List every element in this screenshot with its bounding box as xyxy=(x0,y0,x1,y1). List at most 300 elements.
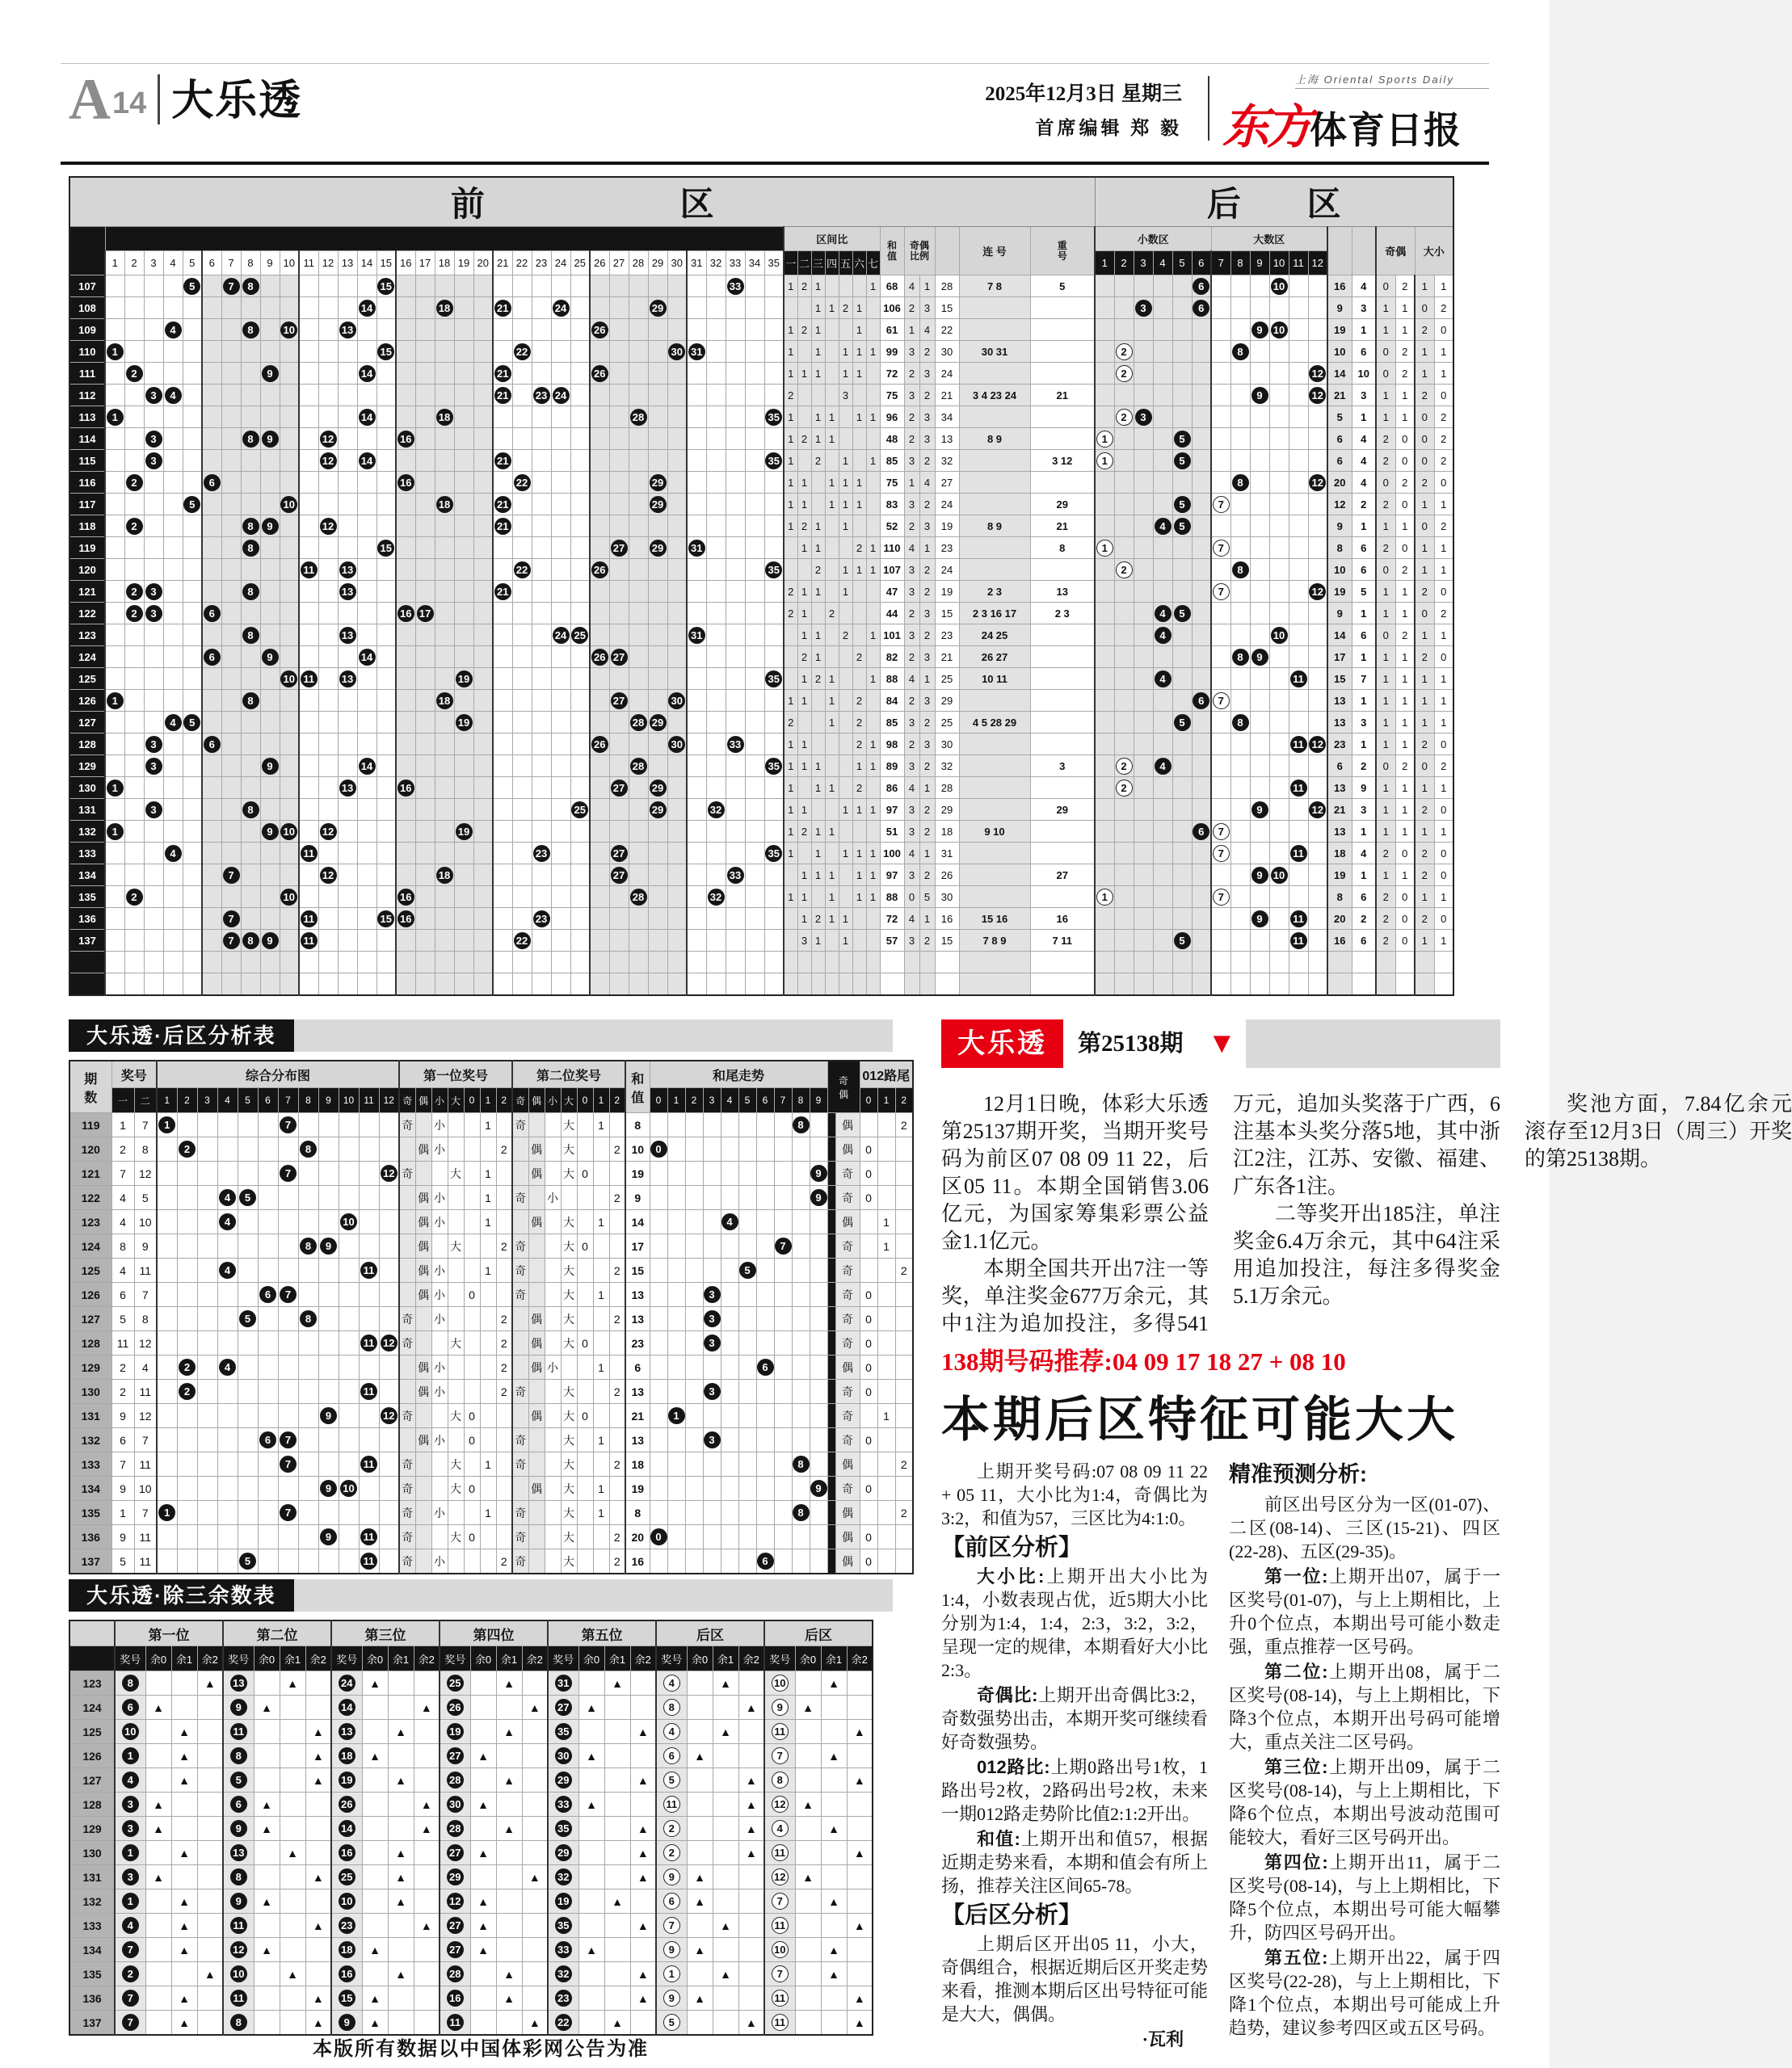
grid-cell xyxy=(221,341,241,363)
grid-cell xyxy=(338,472,357,494)
grid-cell: 1 xyxy=(1415,494,1434,515)
grid-cell: 133 xyxy=(69,1452,111,1477)
grid-cell: 奇 xyxy=(512,1525,528,1549)
grid-cell xyxy=(1434,973,1453,996)
grid-cell: 1 xyxy=(784,494,797,515)
grid-cell xyxy=(609,864,629,886)
grid-cell: 1 xyxy=(852,406,866,428)
grid-cell xyxy=(431,1452,448,1477)
grid-cell: 余1 xyxy=(604,1646,630,1671)
grid-cell xyxy=(774,1137,792,1162)
grid-cell: 1 xyxy=(877,1234,895,1259)
grid-cell xyxy=(183,559,202,581)
grid-cell xyxy=(280,603,299,624)
grid-cell xyxy=(318,1525,339,1549)
number-ball: 8 xyxy=(242,583,259,600)
grid-cell xyxy=(590,777,609,799)
grid-cell xyxy=(745,472,764,494)
grid-cell xyxy=(496,1113,512,1137)
grid-cell xyxy=(852,668,866,690)
grid-cell xyxy=(667,1307,685,1331)
grid-cell xyxy=(388,1817,414,1841)
grid-cell xyxy=(238,1549,258,1574)
grid-cell xyxy=(1192,515,1211,537)
grid-cell xyxy=(667,624,687,646)
grid-cell xyxy=(202,603,221,624)
grid-cell xyxy=(792,1356,810,1380)
grid-cell xyxy=(440,1696,470,1720)
grid-cell xyxy=(202,581,221,603)
grid-cell xyxy=(726,275,745,297)
grid-cell: 0 xyxy=(1434,646,1453,668)
grid-cell xyxy=(904,952,919,973)
grid-cell xyxy=(454,385,473,406)
grid-cell xyxy=(1308,755,1327,777)
number-ball: 21 xyxy=(494,452,511,469)
grid-cell: 2 xyxy=(1376,908,1395,930)
grid-cell: 偶 xyxy=(528,1307,545,1331)
grid-cell: 1 xyxy=(1352,319,1376,341)
grid-cell xyxy=(338,799,357,821)
grid-cell xyxy=(895,1234,913,1259)
grid-cell xyxy=(630,1671,656,1696)
number-ball: 6 xyxy=(757,1553,774,1570)
grid-cell xyxy=(157,1380,177,1404)
grid-cell xyxy=(1308,472,1327,494)
number-ball: 1 xyxy=(663,1965,680,1982)
number-ball: 11 xyxy=(1290,932,1307,949)
number-ball: 28 xyxy=(447,1772,464,1788)
grid-cell: 5 xyxy=(1327,406,1352,428)
grid-cell xyxy=(548,1962,578,1986)
grid-cell xyxy=(764,690,784,712)
grid-cell xyxy=(221,515,241,537)
grid-cell xyxy=(1095,908,1114,930)
number-recommendation: 138期号码推荐:04 09 17 18 27 + 08 10 xyxy=(941,1347,1346,1376)
grid-cell xyxy=(667,297,687,319)
paragraph-text: 上期开出22，属于四区奖号(22-28)，与上上期相比，下降1个位点，本期出号可能成上升趋势，建议参考四区或五区号码。 xyxy=(1229,1948,1500,2038)
number-ball: 8 xyxy=(242,278,259,295)
grid-cell xyxy=(496,1428,512,1452)
grid-cell xyxy=(440,1865,470,1889)
grid-cell xyxy=(435,472,454,494)
grid-cell: 0 xyxy=(1395,843,1415,864)
grid-cell xyxy=(473,712,493,733)
grid-cell xyxy=(648,450,667,472)
number-ball: 7 xyxy=(775,1238,792,1255)
grid-cell: 1 xyxy=(1434,537,1453,559)
number-ball: 35 xyxy=(765,758,782,775)
number-ball: 11 xyxy=(301,845,318,862)
grid-cell xyxy=(202,886,221,908)
grid-cell: 1 xyxy=(825,668,839,690)
number-ball: 9 xyxy=(663,1990,680,2007)
grid-cell xyxy=(756,1549,774,1574)
grid-cell xyxy=(221,755,241,777)
number-ball: 11 xyxy=(230,1990,247,2007)
grid-cell xyxy=(1192,952,1211,973)
grid-cell: 23 xyxy=(1327,733,1352,755)
grid-cell xyxy=(532,275,551,297)
grid-cell xyxy=(687,1817,713,1841)
grid-cell xyxy=(115,1962,145,1986)
grid-cell xyxy=(578,1962,604,1986)
issue-number: 第25138期 xyxy=(1063,1019,1198,1068)
grid-cell: 3 xyxy=(904,712,919,733)
grid-cell xyxy=(745,668,764,690)
grid-cell xyxy=(764,1938,795,1962)
grid-cell xyxy=(183,537,202,559)
grid-cell xyxy=(895,1477,913,1501)
grid-cell xyxy=(738,1404,756,1428)
grid-cell xyxy=(528,1452,545,1477)
grid-cell: 1 xyxy=(784,886,797,908)
grid-cell: 第二位 xyxy=(223,1620,331,1646)
number-ball: 31 xyxy=(688,540,705,557)
grid-cell xyxy=(440,1744,470,1768)
grid-cell xyxy=(1289,319,1308,341)
grid-cell xyxy=(260,799,280,821)
grid-cell xyxy=(764,581,784,603)
grid-cell: 0 xyxy=(860,1162,877,1186)
grid-cell xyxy=(877,1113,895,1137)
grid-cell: 余0 xyxy=(362,1646,388,1671)
grid-cell xyxy=(895,1380,913,1404)
grid-cell: 35 xyxy=(764,251,784,275)
grid-cell: 1 xyxy=(866,537,880,559)
grid-cell xyxy=(852,385,866,406)
grid-cell xyxy=(318,1380,339,1404)
grid-cell xyxy=(183,908,202,930)
grid-cell xyxy=(1030,821,1095,843)
grid-cell: 奇 xyxy=(835,1234,860,1259)
grid-cell xyxy=(1134,275,1153,297)
grid-cell xyxy=(604,1768,630,1793)
grid-cell xyxy=(145,1889,171,1914)
grid-cell: 1 xyxy=(1415,777,1434,799)
grid-cell: 15 xyxy=(376,251,396,275)
grid-cell xyxy=(339,1380,359,1404)
number-ball: 9 xyxy=(1251,801,1268,818)
grid-cell xyxy=(357,603,376,624)
paragraph-lead: 第四位: xyxy=(1264,1852,1328,1873)
grid-cell xyxy=(105,755,124,777)
grid-cell xyxy=(260,952,280,973)
grid-cell xyxy=(414,1865,440,1889)
grid-cell xyxy=(1230,428,1250,450)
grid-cell: 137 xyxy=(69,2011,115,2036)
grid-cell xyxy=(359,1259,379,1283)
grid-cell: 1 xyxy=(866,406,880,428)
grid-cell xyxy=(866,297,880,319)
grid-cell: 5 xyxy=(1172,251,1192,275)
grid-cell xyxy=(764,385,784,406)
grid-cell xyxy=(177,1210,197,1234)
grid-cell: 1 xyxy=(1376,777,1395,799)
grid-cell xyxy=(721,1186,738,1210)
grid-cell xyxy=(115,1720,145,1744)
grid-cell xyxy=(590,515,609,537)
grid-cell xyxy=(548,1793,578,1817)
grid-cell xyxy=(1095,733,1114,755)
grid-cell xyxy=(721,1501,738,1525)
grid-cell: ▲ xyxy=(280,1671,305,1696)
grid-cell xyxy=(532,733,551,755)
grid-cell xyxy=(448,1259,464,1283)
grid-cell xyxy=(299,668,318,690)
grid-cell xyxy=(532,777,551,799)
grid-cell: 1 xyxy=(480,1088,496,1113)
grid-cell xyxy=(852,952,866,973)
grid-cell: 1 xyxy=(1352,406,1376,428)
number-ball: 8 xyxy=(242,322,259,338)
grid-cell xyxy=(512,952,532,973)
grid-cell xyxy=(415,341,435,363)
grid-cell xyxy=(157,1525,177,1549)
grid-cell xyxy=(278,1307,298,1331)
grid-cell: 小 xyxy=(545,1088,561,1113)
grid-cell xyxy=(656,1671,687,1696)
grid-cell: 0 xyxy=(464,1525,480,1549)
grid-cell xyxy=(415,472,435,494)
grid-cell xyxy=(821,1865,847,1889)
grid-cell xyxy=(687,603,706,624)
grid-cell: 26 27 xyxy=(959,646,1030,668)
grid-cell: 2 xyxy=(797,646,811,668)
number-ball: 8 xyxy=(1232,474,1249,491)
grid-cell xyxy=(745,559,764,581)
grid-cell xyxy=(1153,450,1172,472)
grid-cell: 四 xyxy=(825,251,839,275)
grid-cell xyxy=(396,515,415,537)
grid-cell xyxy=(1308,494,1327,515)
grid-cell xyxy=(258,1452,278,1477)
grid-cell: 119 xyxy=(69,1113,111,1137)
grid-cell xyxy=(493,690,512,712)
grid-cell xyxy=(177,1259,197,1283)
grid-cell xyxy=(1095,472,1114,494)
grid-cell xyxy=(217,1428,238,1452)
grid-cell: 34 xyxy=(935,406,959,428)
grid-cell xyxy=(399,1234,415,1259)
grid-cell xyxy=(414,2011,440,2036)
grid-cell xyxy=(745,799,764,821)
grid-cell: 1 xyxy=(784,472,797,494)
number-ball: 33 xyxy=(555,1796,572,1813)
grid-cell xyxy=(221,450,241,472)
grid-cell xyxy=(630,1889,656,1914)
grid-cell: 130 xyxy=(69,777,105,799)
grid-cell xyxy=(1172,973,1192,996)
grid-cell: ▲ xyxy=(470,1889,496,1914)
grid-cell xyxy=(745,385,764,406)
grid-cell: ▲ xyxy=(470,1744,496,1768)
grid-cell xyxy=(124,581,144,603)
grid-cell xyxy=(299,603,318,624)
number-ball: 15 xyxy=(339,1990,355,2007)
grid-cell xyxy=(866,385,880,406)
grid-cell xyxy=(811,973,825,996)
grid-cell xyxy=(318,1307,339,1331)
grid-cell: 0 xyxy=(1415,755,1434,777)
grid-cell: 0 xyxy=(1395,428,1415,450)
grid-cell xyxy=(548,1914,578,1938)
grid-cell: 2 xyxy=(811,668,825,690)
grid-cell xyxy=(726,297,745,319)
grid-cell xyxy=(545,1307,561,1331)
grid-cell xyxy=(440,1938,470,1962)
grid-cell xyxy=(115,1671,145,1696)
grid-cell: 4 xyxy=(111,1210,134,1234)
grid-cell xyxy=(1095,494,1114,515)
grid-cell xyxy=(331,1768,362,1793)
grid-cell xyxy=(667,1525,685,1549)
grid-cell xyxy=(667,733,687,755)
grid-cell xyxy=(280,690,299,712)
paragraph-lead: 第二位: xyxy=(1264,1662,1328,1682)
grid-cell xyxy=(656,2011,687,2036)
grid-cell xyxy=(1269,952,1289,973)
grid-cell xyxy=(1230,952,1250,973)
grid-cell: ▲ xyxy=(821,1962,847,1986)
grid-cell xyxy=(163,646,183,668)
grid-cell xyxy=(415,559,435,581)
grid-cell: ▲ xyxy=(578,1696,604,1720)
grid-cell xyxy=(280,1768,305,1793)
grid-cell: 30 xyxy=(935,341,959,363)
grid-cell: 10 xyxy=(339,1088,359,1113)
grid-cell: 1 xyxy=(866,755,880,777)
grid-cell xyxy=(359,1428,379,1452)
paragraph-text: 上期开出08，属于二区奖号(08-14)，与上上期相比，下降3个位点，本期开出号码可能增大，重点关注二区号码。 xyxy=(1229,1662,1500,1752)
grid-cell xyxy=(260,494,280,515)
grid-cell xyxy=(454,712,473,733)
grid-cell: 8 xyxy=(134,1137,157,1162)
grid-cell xyxy=(593,1186,609,1210)
grid-cell xyxy=(590,843,609,864)
grid-cell xyxy=(570,472,590,494)
number-ball: 10 xyxy=(122,1723,139,1740)
grid-cell: 大 xyxy=(448,1162,464,1186)
grid-cell: 3 xyxy=(919,603,935,624)
grid-cell xyxy=(713,1696,738,1720)
grid-cell: 奇 xyxy=(399,1501,415,1525)
grid-cell: 0 xyxy=(577,1088,593,1113)
grid-cell xyxy=(774,1356,792,1380)
grid-cell xyxy=(260,755,280,777)
number-ball: 9 xyxy=(772,1699,789,1716)
grid-cell: ▲ xyxy=(388,1889,414,1914)
section-title: 大乐透 xyxy=(171,78,303,124)
grid-cell: 24 xyxy=(935,494,959,515)
grid-cell xyxy=(217,1113,238,1137)
grid-cell: 余2 xyxy=(738,1646,764,1671)
grid-cell xyxy=(630,1696,656,1720)
grid-cell xyxy=(280,864,299,886)
grid-cell xyxy=(144,537,163,559)
grid-cell xyxy=(795,1938,821,1962)
grid-cell: 30 xyxy=(935,733,959,755)
grid-cell xyxy=(667,603,687,624)
grid-cell xyxy=(473,603,493,624)
grid-cell xyxy=(157,1501,177,1525)
grid-cell xyxy=(551,494,570,515)
number-ball: 9 xyxy=(810,1480,827,1497)
grid-cell xyxy=(1308,515,1327,537)
number-ball: 30 xyxy=(447,1796,464,1813)
grid-cell xyxy=(810,1234,827,1259)
grid-cell xyxy=(577,1186,593,1210)
number-ball: 3 xyxy=(704,1335,721,1351)
grid-cell: 后区 xyxy=(656,1620,764,1646)
grid-cell xyxy=(1289,886,1308,908)
number-ball: 18 xyxy=(436,409,453,426)
grid-cell xyxy=(318,472,338,494)
number-ball: 16 xyxy=(398,910,414,927)
number-ball: 1 xyxy=(122,1844,139,1861)
number-ball: 9 xyxy=(262,365,279,382)
grid-cell xyxy=(202,624,221,646)
grid-cell: 6 xyxy=(1352,537,1376,559)
grid-cell: 前 区 xyxy=(69,177,1095,227)
grid-cell xyxy=(197,1259,217,1283)
grid-cell: 余0 xyxy=(145,1646,171,1671)
grid-cell xyxy=(157,1259,177,1283)
number-ball: 12 xyxy=(381,1407,398,1424)
grid-cell xyxy=(260,690,280,712)
grid-cell xyxy=(124,385,144,406)
grid-cell xyxy=(551,515,570,537)
grid-cell xyxy=(415,973,435,996)
grid-cell xyxy=(551,799,570,821)
grid-cell: 109 xyxy=(69,319,105,341)
grid-cell xyxy=(650,1210,667,1234)
grid-cell xyxy=(431,1331,448,1356)
grid-cell xyxy=(1289,363,1308,385)
grid-cell xyxy=(1289,275,1308,297)
grid-cell xyxy=(792,1549,810,1574)
number-ball: 28 xyxy=(630,758,647,775)
grid-cell: 1 xyxy=(811,297,825,319)
grid-cell xyxy=(202,537,221,559)
grid-cell xyxy=(338,646,357,668)
grid-cell xyxy=(415,690,435,712)
number-ball: 7 xyxy=(1213,692,1230,709)
grid-cell: 10 xyxy=(625,1137,650,1162)
grid-cell xyxy=(1308,908,1327,930)
number-ball: 14 xyxy=(339,1820,355,1837)
grid-cell: 106 xyxy=(880,297,904,319)
grid-cell: 1 xyxy=(852,864,866,886)
grid-cell xyxy=(1030,319,1095,341)
grid-cell xyxy=(298,1452,318,1477)
grid-cell: 1 xyxy=(866,886,880,908)
grid-cell: 2 xyxy=(919,341,935,363)
grid-cell xyxy=(493,275,512,297)
grid-cell xyxy=(810,1331,827,1356)
grid-cell xyxy=(1269,537,1289,559)
grid-cell xyxy=(797,559,811,581)
grid-cell: 3 xyxy=(1352,799,1376,821)
grid-cell xyxy=(435,843,454,864)
grid-cell: 大 xyxy=(561,1452,577,1477)
grid-cell: 大 xyxy=(561,1477,577,1501)
grid-cell xyxy=(545,1210,561,1234)
grid-cell xyxy=(877,1307,895,1331)
grid-cell: 1 xyxy=(852,559,866,581)
grid-cell: 1 xyxy=(784,755,797,777)
grid-cell xyxy=(144,886,163,908)
